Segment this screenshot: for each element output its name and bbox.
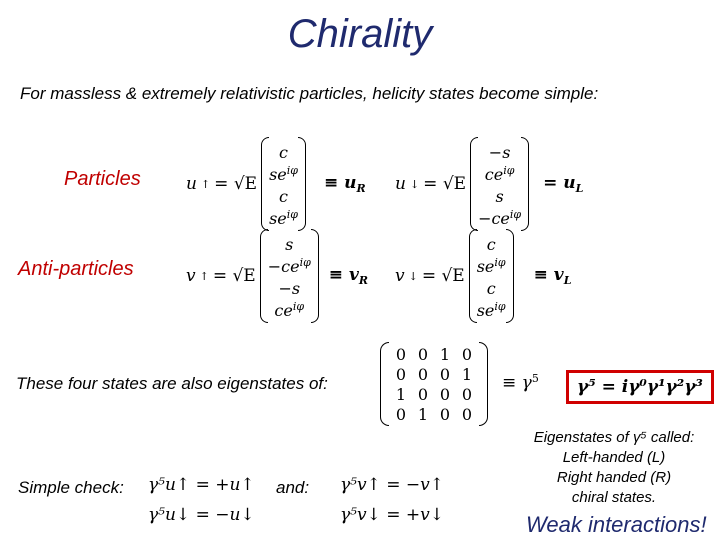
and-label: and: (276, 478, 310, 497)
antiparticle-v-down-equation (395, 232, 571, 320)
gamma5-definition-box: γ⁵ = iγ⁰γ¹γ²γ³ (566, 370, 714, 404)
u-up-symbol: u (186, 174, 197, 194)
check-u-equations (148, 470, 255, 530)
up-arrow: ↑ (200, 177, 211, 191)
gamma-matrix: 0 0 1 0 0 0 0 1 1 0 0 0 0 1 0 0 (380, 344, 488, 429)
particle-u-up-equation (186, 140, 366, 228)
antiparticles-label: Anti-particles (18, 258, 134, 280)
down-arrow: ↓ (409, 177, 420, 191)
sqrt-e: = √E (421, 266, 465, 286)
sqrt-e: = √E (214, 174, 258, 194)
particle-u-down-equation (395, 140, 583, 228)
check-v-up: γ⁵v↑ = −v↑ (340, 475, 444, 495)
v-down-symbol: v (395, 266, 405, 286)
u-up-vector: c $se^{i\varphi}$ c $se^{i\varphi}$ (261, 140, 306, 228)
gamma-equiv: ≡ $\gamma^5$ (502, 372, 539, 393)
slide-title: Chirality (287, 12, 433, 56)
eigen-note-line: Left-handed (L) (562, 449, 666, 466)
sqrt-e: = √E (212, 266, 256, 286)
particles-label: Particles (64, 168, 141, 190)
u-down-vector: −s $ce^{i\varphi}$ s $-ce^{i\varphi}$ (470, 140, 529, 228)
eigen-note-line: chiral states. (571, 489, 657, 506)
simple-check-label: Simple check: (18, 478, 124, 497)
check-u-down: γ⁵u↓ = −u↓ (148, 505, 255, 525)
down-arrow: ↓ (408, 269, 418, 283)
u-l-symbol: = $u_L$ (543, 173, 584, 195)
eigenstates-text: These four states are also eigenstates of: (16, 374, 328, 393)
v-up-symbol: v (186, 266, 196, 286)
eigen-note-line: Right handed (R) (556, 469, 672, 486)
check-v-equations (340, 470, 444, 530)
v-l-symbol: ≡ $v_L$ (533, 265, 572, 287)
intro-text: For massless & extremely relativistic particles, helicity states become simple: (20, 84, 599, 103)
check-v-down: γ⁵v↓ = +v↓ (340, 505, 444, 525)
weak-interactions-text: Weak interactions! (526, 512, 707, 537)
v-down-vector: c $se^{i\varphi}$ c $se^{i\varphi}$ (469, 232, 514, 320)
antiparticle-v-up-equation (186, 232, 368, 320)
sqrt-e: = √E (423, 174, 467, 194)
up-arrow: ↑ (199, 269, 209, 283)
check-u-up: γ⁵u↑ = +u↑ (148, 475, 255, 495)
v-r-symbol: ≡ $v_R$ (328, 265, 368, 287)
v-up-vector: s $-ce^{i\varphi}$ −s $ce^{i\varphi}$ (260, 232, 319, 320)
eigen-note-line: Eigenstates of γ⁵ called: (533, 429, 695, 446)
u-down-symbol: u (395, 174, 406, 194)
u-r-symbol: ≡ $u_R$ (323, 173, 366, 195)
eigen-note (514, 428, 714, 508)
